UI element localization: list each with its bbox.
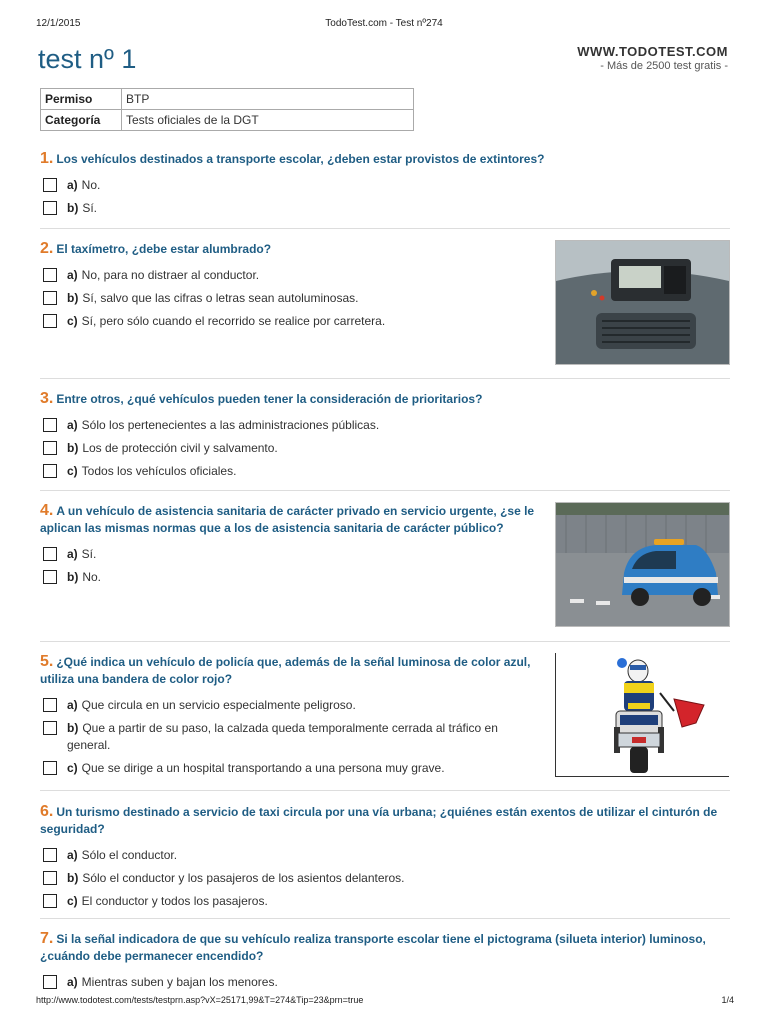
answer-option[interactable] [40, 893, 730, 910]
option-letter: a) [67, 178, 78, 192]
page-title: test nº 1 [38, 44, 137, 74]
answer-option[interactable] [40, 697, 540, 714]
answer-option[interactable] [40, 440, 730, 457]
answer-option[interactable] [40, 267, 540, 284]
answer-checkbox[interactable] [43, 894, 57, 908]
info-row [41, 89, 414, 110]
answer-option[interactable] [40, 569, 540, 586]
question-number: 3. [40, 390, 54, 407]
answer-checkbox[interactable] [43, 698, 57, 712]
option-text: No, para no distraer al conductor. [81, 268, 260, 282]
answer-option[interactable] [40, 417, 730, 434]
answer-option[interactable] [40, 870, 730, 887]
question-2 [40, 240, 540, 330]
option-text: No. [82, 570, 102, 584]
info-value: BTP [122, 89, 414, 110]
brand-tagline: - Más de 2500 test gratis - [600, 60, 728, 72]
divider [40, 378, 730, 379]
option-letter: b) [67, 570, 79, 584]
option-letter: a) [67, 418, 78, 432]
answer-option[interactable] [40, 200, 730, 217]
divider [40, 490, 730, 491]
question-text [40, 240, 540, 258]
page-number: 1/4 [721, 995, 734, 1005]
option-text: Sí. [81, 547, 97, 561]
info-value: Tests oficiales de la DGT [122, 110, 414, 131]
option-letter: c) [67, 894, 78, 908]
print-doc-title: TodoTest.com - Test nº274 [325, 18, 443, 29]
police-motorcycle-illustration [555, 653, 729, 777]
divider [40, 790, 730, 791]
option-letter: b) [67, 201, 79, 215]
answer-checkbox[interactable] [43, 201, 57, 215]
question-number: 5. [40, 653, 54, 670]
option-text: Que circula en un servicio especialmente peligroso. [81, 698, 356, 712]
footer-url: http://www.todotest.com/tests/testprn.asp?vX=25171,99&T=274&Tip=23&prn=true [36, 995, 364, 1005]
option-letter: b) [67, 871, 79, 885]
taximeter-image [555, 240, 730, 365]
answer-option[interactable] [40, 760, 540, 777]
ambulance-image [555, 502, 730, 627]
option-letter: b) [67, 721, 79, 735]
question-text [40, 653, 540, 688]
option-letter: a) [67, 698, 78, 712]
brand-site: WWW.TODOTEST.COM [577, 44, 728, 59]
divider [40, 641, 730, 642]
divider [40, 918, 730, 919]
answer-option[interactable] [40, 847, 730, 864]
option-letter: b) [67, 441, 79, 455]
info-row [41, 110, 414, 131]
question-number: 6. [40, 803, 54, 820]
option-text: Los de protección civil y salvamento. [82, 441, 278, 455]
question-text [40, 150, 730, 168]
answer-option[interactable] [40, 290, 540, 307]
answer-checkbox[interactable] [43, 314, 57, 328]
answer-checkbox[interactable] [43, 848, 57, 862]
answer-checkbox[interactable] [43, 441, 57, 455]
option-text: Sí, salvo que las cifras o letras sean autoluminosas. [82, 291, 359, 305]
brand [577, 44, 728, 72]
answer-option[interactable] [40, 463, 730, 480]
option-text: No. [81, 178, 101, 192]
option-text: Sí. [82, 201, 97, 215]
question-1 [40, 150, 730, 217]
question-3 [40, 390, 730, 480]
answer-checkbox[interactable] [43, 570, 57, 584]
info-table [40, 88, 414, 131]
question-number: 4. [40, 502, 54, 519]
question-text [40, 502, 540, 537]
question-label: A un vehículo de asistencia sanitaria de carácter privado en servicio urgente, ¿se le aplican las mismas normas que a los de asistencia sanitaria de carácter público? [40, 504, 535, 535]
option-text: Sólo el conductor y los pasajeros de los asientos delanteros. [82, 871, 405, 885]
option-text: Que a partir de su paso, la calzada queda temporalmente cerrada al tráfico en general. [67, 721, 498, 752]
answer-checkbox[interactable] [43, 178, 57, 192]
question-4 [40, 502, 540, 586]
question-number: 1. [40, 150, 54, 167]
answer-option[interactable] [40, 313, 540, 330]
question-text [40, 930, 730, 965]
question-number: 2. [40, 240, 54, 257]
question-label: Entre otros, ¿qué vehículos pueden tener la consideración de prioritarios? [56, 392, 483, 406]
question-label: Si la señal indicadora de que su vehículo realiza transporte escolar tiene el pictograma (silueta interior) luminoso, ¿cuándo debe permanecer encendido? [40, 932, 706, 963]
question-label: Un turismo destinado a servicio de taxi circula por una vía urbana; ¿quiénes están exentos de utilizar el cinturón de seguridad? [40, 805, 718, 836]
option-text: Que se dirige a un hospital transportando a una persona muy grave. [81, 761, 445, 775]
info-key: Categoría [41, 110, 122, 131]
option-text: Mientras suben y bajan los menores. [81, 975, 278, 989]
option-letter: c) [67, 464, 78, 478]
option-text: Sólo el conductor. [81, 848, 178, 862]
question-text [40, 390, 730, 408]
question-7 [40, 930, 730, 991]
answer-checkbox[interactable] [43, 547, 57, 561]
option-letter: a) [67, 268, 78, 282]
question-6 [40, 803, 730, 910]
question-number: 7. [40, 930, 54, 947]
option-letter: c) [67, 314, 78, 328]
answer-option[interactable] [40, 546, 540, 563]
option-text: Todos los vehículos oficiales. [81, 464, 237, 478]
divider [40, 228, 730, 229]
print-date: 12/1/2015 [36, 18, 81, 29]
answer-option[interactable] [40, 720, 540, 754]
option-letter: b) [67, 291, 79, 305]
answer-checkbox[interactable] [43, 291, 57, 305]
option-letter: a) [67, 547, 78, 561]
answer-checkbox[interactable] [43, 418, 57, 432]
answer-option[interactable] [40, 177, 730, 194]
question-label: Los vehículos destinados a transporte escolar, ¿deben estar provistos de extintores? [56, 152, 545, 166]
option-letter: a) [67, 848, 78, 862]
option-letter: a) [67, 975, 78, 989]
answer-checkbox[interactable] [43, 721, 57, 735]
answer-checkbox[interactable] [43, 464, 57, 478]
info-key: Permiso [41, 89, 122, 110]
question-5 [40, 653, 540, 777]
option-text: Sí, pero sólo cuando el recorrido se realice por carretera. [81, 314, 386, 328]
answer-option[interactable] [40, 974, 730, 991]
answer-checkbox[interactable] [43, 761, 57, 775]
answer-checkbox[interactable] [43, 268, 57, 282]
option-letter: c) [67, 761, 78, 775]
question-label: ¿Qué indica un vehículo de policía que, además de la señal luminosa de color azul, utiliza una bandera de color rojo? [40, 655, 531, 686]
option-text: El conductor y todos los pasajeros. [81, 894, 268, 908]
option-text: Sólo los pertenecientes a las administraciones públicas. [81, 418, 380, 432]
answer-checkbox[interactable] [43, 975, 57, 989]
question-text [40, 803, 730, 838]
answer-checkbox[interactable] [43, 871, 57, 885]
question-label: El taxímetro, ¿debe estar alumbrado? [56, 242, 272, 256]
